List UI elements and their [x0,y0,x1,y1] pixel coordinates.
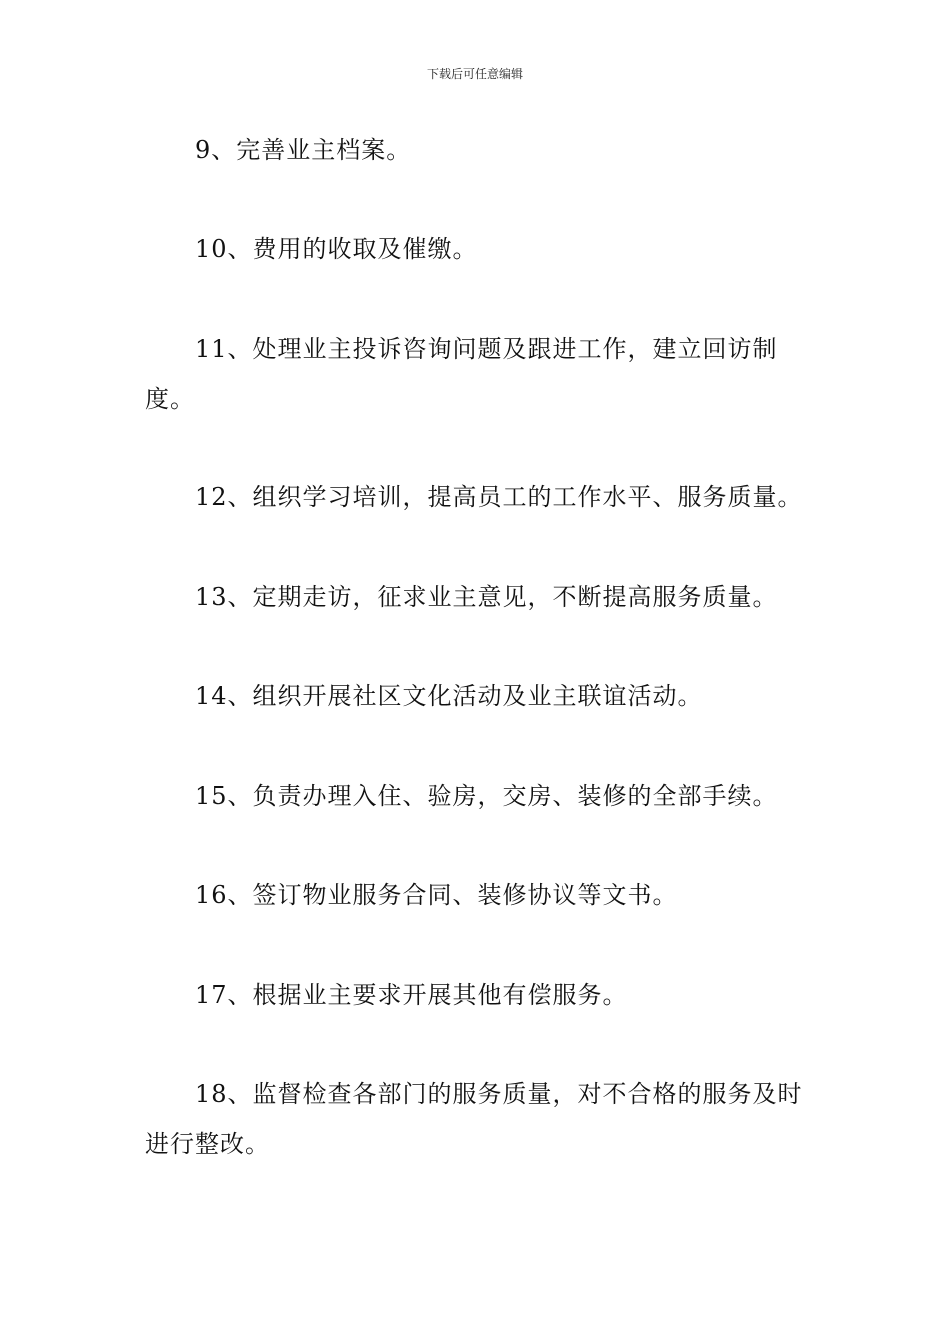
list-item-11: 11、处理业主投诉咨询问题及跟进工作，建立回访制度。 [145,335,778,413]
page-header: 下载后可任意编辑 [426,67,523,81]
list-item-16: 16、签订物业服务合同、装修协议等文书。 [195,881,678,909]
list-item-9: 9、完善业主档案。 [195,136,412,164]
list-item-10: 10、费用的收取及催缴。 [195,235,478,263]
list-item-14: 14、组织开展社区文化活动及业主联谊活动。 [195,682,703,710]
list-item-18: 18、监督检查各部门的服务质量，对不合格的服务及时进行整改。 [145,1080,803,1158]
list-item-15: 15、负责办理入住、验房，交房、装修的全部手续。 [195,782,778,810]
list-item-13: 13、定期走访，征求业主意见，不断提高服务质量。 [195,583,778,611]
list-item-12: 12、组织学习培训，提高员工的工作水平、服务质量。 [195,483,803,511]
list-item-17: 17、根据业主要求开展其他有偿服务。 [195,981,628,1009]
